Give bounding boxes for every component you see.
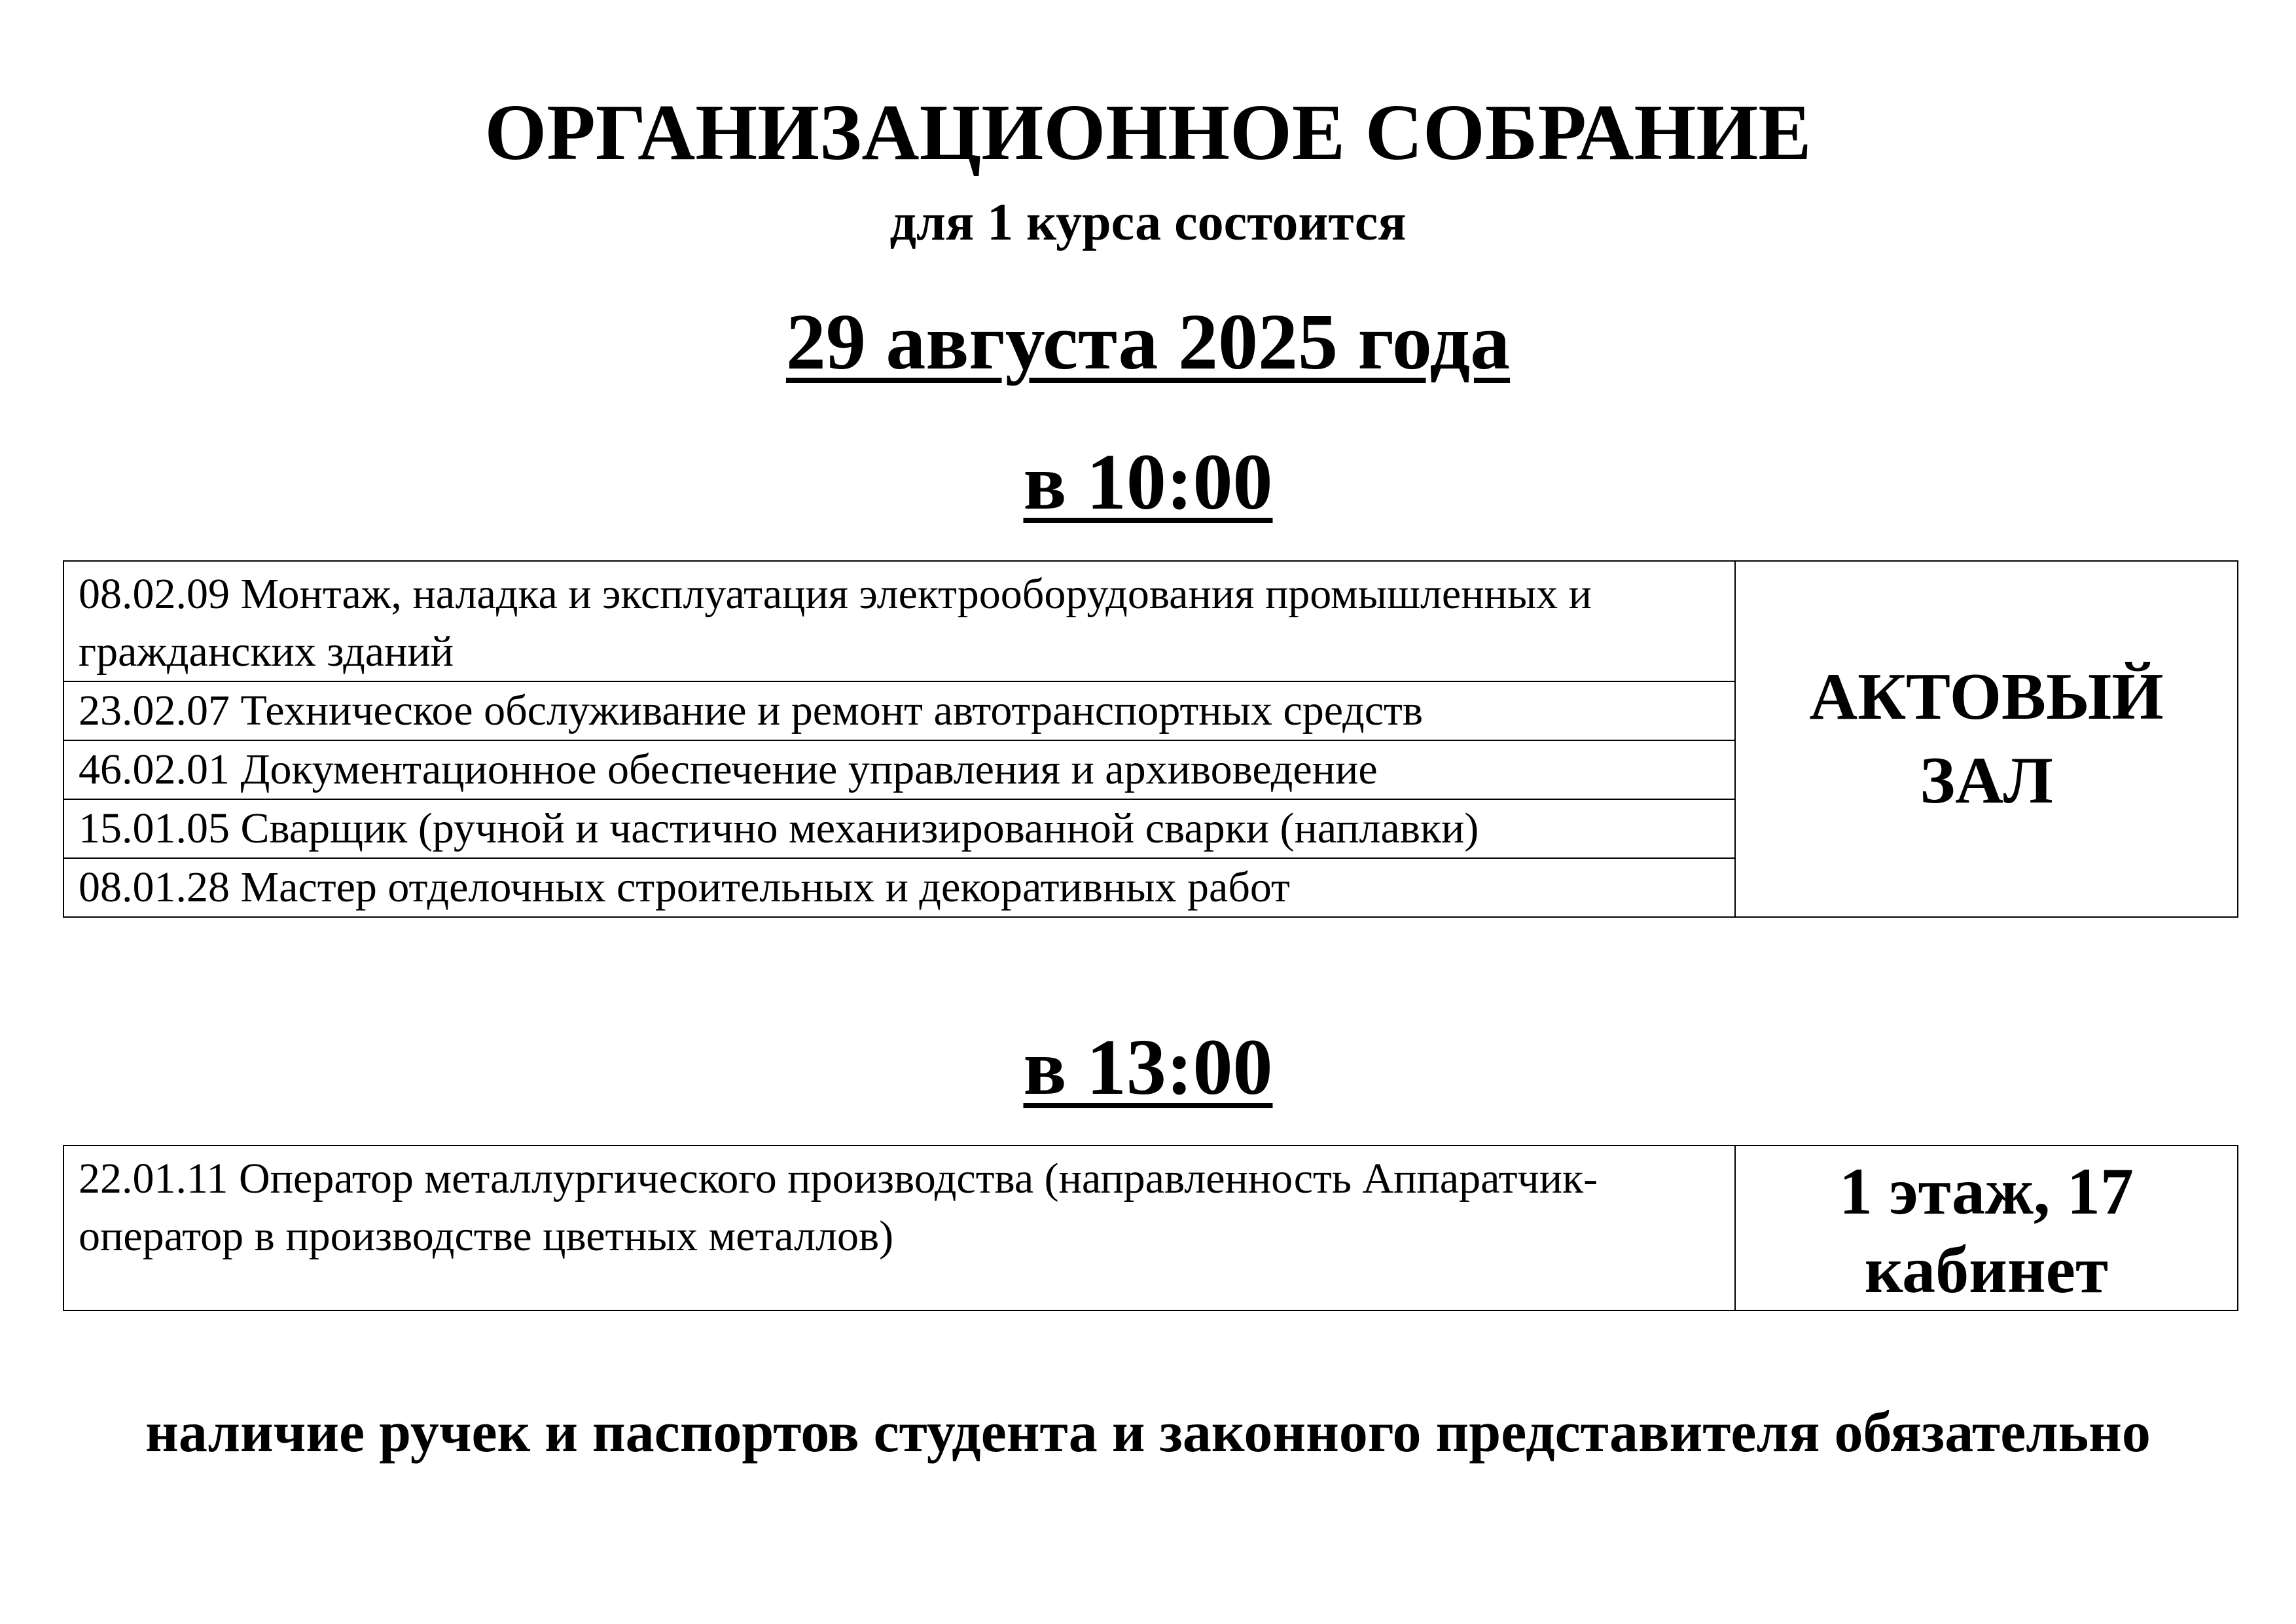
page-subtitle: для 1 курса состоится xyxy=(889,194,1407,251)
room-line: ЗАЛ xyxy=(1920,744,2053,818)
session2-time-text: в 13:00 xyxy=(1023,1023,1273,1111)
program-cell: 08.02.09 Монтаж, наладка и эксплуатация электрооборудования промышленных и гражданских зданий xyxy=(63,561,1735,681)
room-line: АКТОВЫЙ xyxy=(1809,660,2164,734)
program-cell: 23.02.07 Техническое обслуживание и ремонт автотранспортных средств xyxy=(63,681,1735,740)
session2-table xyxy=(63,1145,2238,1311)
program-cell: 46.02.01 Документационное обеспечение управления и архивоведение xyxy=(63,740,1735,799)
room-line: 1 этаж, 17 xyxy=(1839,1155,2134,1229)
program-cell: 22.01.11 Оператор металлургического производства (направленность Аппаратчик-оператор в производстве цветных металлов) xyxy=(63,1146,1735,1310)
program-cell: 08.01.28 Мастер отделочных строительных и декоративных работ xyxy=(63,858,1735,917)
session1-table xyxy=(63,560,2238,918)
program-cell: 15.01.05 Сварщик (ручной и частично механизированной сварки (наплавки) xyxy=(63,799,1735,858)
footer-note: наличие ручек и паспортов студента и законного представителя обязательно xyxy=(145,1401,2151,1464)
event-date xyxy=(0,298,2296,386)
table-row xyxy=(63,1146,2238,1310)
session2-room xyxy=(1735,1146,2238,1310)
session1-time-text: в 10:00 xyxy=(1023,438,1273,526)
page-title: ОРГАНИЗАЦИОННОЕ СОБРАНИЕ xyxy=(484,88,1812,177)
session1-room xyxy=(1735,561,2238,917)
event-date-text: 29 августа 2025 года xyxy=(785,298,1511,386)
table-row xyxy=(63,561,2238,681)
room-line: кабинет xyxy=(1864,1233,2109,1307)
session2-time xyxy=(0,1023,2296,1111)
session1-time xyxy=(0,438,2296,526)
